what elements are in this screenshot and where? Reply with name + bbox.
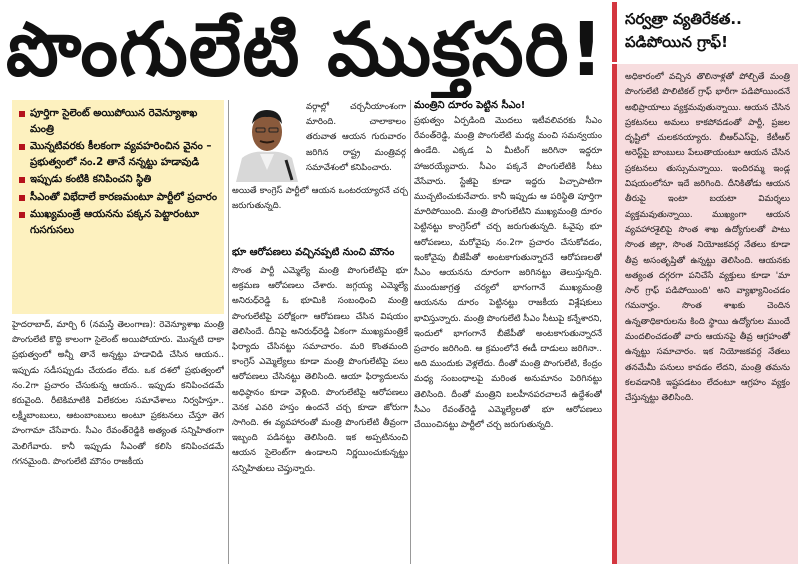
sidebar-title: సర్వత్రా వ్యతిరేకత.. పడిపోయిన గ్రాఫ్! [612, 2, 798, 62]
article-paragraph: వర్గాల్లో చర్చనీయాంశంగా మారింది. చాలాకాలం తరువాత ఆయన గురువారం జరిగిన రాష్ట్ర మంత్రివర్గ సమావేశంలో కనిపించారు. [306, 102, 406, 173]
highlights-box [12, 100, 224, 314]
subheading: భూ ఆరోపణలు వచ్చినప్పటి నుంచి మౌనం [232, 247, 395, 258]
article-paragraph: హైదరాబాద్, మార్చి 6 (నమస్తే తెలంగాణ): రెవెన్యూశాఖ మంత్రి పొంగులేటి కొద్ది కాలంగా సైలెంట్ అయిపోయారు. మొన్నటి దాకా ప్రభుత్వంలో అన్నీ తానే అన్నట్టు హడావిడి చేసిన ఆయన.. ఇప్పుడు సడీసప్పుడు చేయడం లేదు. ఒక దశలో ప్రభుత్వంలో నం.2గా ప్రచారం చేసుకున్న ఆయన.. ఇప్పుడు కనిపించడమే కరువైంది. రీటెకిమాటికి విలేకరుల సమావేశాలు నిర్వహిస్తూ.. లక్ష్మీబాంబులు, ఆటంబాంబులు అంటూ ప్రకటనలు చేస్తూ తెగ హంగామా చేసేవారు. సీఎం రేవంత్‌రెడ్డికి అత్యంత సన్నిహితంగా మెలిగేవారు. కానీ ఇప్పుడు సీఎంతో కలిసి కనిపించడమే గగనమైంది. పొంగులేటి మౌనం రాజకీయ [12, 320, 224, 467]
subheading: మంత్రిని దూరం పెట్టిన సీఎం! [414, 100, 526, 111]
article-column-2-bottom [232, 264, 408, 564]
article-column-2-mid [232, 184, 408, 224]
highlight-item: ముఖ్యమంత్రే ఆయనను పక్కన పెట్టారంటూ గుసగుసలు [18, 207, 218, 238]
highlight-item: సీఎంతో విభేదాలే కారణమంటూ పార్టీలో ప్రచారం [18, 190, 218, 206]
article-column-3 [414, 114, 602, 564]
highlight-item: పూర్తిగా సైలెంట్ అయిపోయిన రెవెన్యూశాఖ మంత్రి [18, 106, 218, 137]
highlight-item: మొన్నటివరకు కీలకంగా వ్యవహరించిన వైనం – ప్రభుత్వంలో నం.2 తానే నన్నట్టు హడావుడి [18, 139, 218, 170]
column-divider [410, 100, 411, 564]
article-column-1 [12, 318, 224, 564]
article-paragraph: సొంత పార్టీ ఎమ్మెల్యే మంత్రి పొంగులేటిపై భూ అక్రమణ ఆరోపణలు చేశారు. జగ్గయ్య ఎమ్మెల్యే అనిరుధ్‌రెడ్డి ఓ భూమికి సంబంధించి మంత్రి పొంగులేటిపై పరోక్షంగా ఆరోపణలు చేసిన విషయం తెలిసిందే. దీనిపై అనిరుధ్‌రెడ్డి ఏకంగా ముఖ్యమంత్రికే ఫిర్యాదు చేసినట్టు సమాచారం. మరి కొంతమంది కాంగ్రెస్ ఎమ్మెల్యేలు కూడా మంత్రి పొంగులేటిపై పలు ఆరోపణలు చేసినట్టు తెలిసింది. ఆయా ఫిర్యాదులను అధిష్ఠానం కూడా వెళ్లింది. పొంగులేటిపై ఆరోపణలు వెనక ఎవరి హస్తం ఉందనే చర్చ కూడా జోరుగా సాగింది. ఈ వ్యవహారంతో మంత్రి పొంగులేటి తీవ్రంగా ఇబ్బంది పడినట్టు తెలిసింది. ఇక అప్పటినుంచి ఆయన సైలెంట్‌గా ఉండాలని నిర్ణయించుకున్నట్టు సన్నిహితులు చెప్తున్నారు. [232, 266, 408, 474]
highlights-list [18, 106, 218, 238]
article-paragraph: ప్రభుత్వం ఏర్పడింది మొదలు ఇటీవలివరకు సీఎం రేవంత్‌రెడ్డి, మంత్రి పొంగులేటి మధ్య మంచి సమన్వయం ఉండేది. ఎక్కడ ఏ మీటింగ్ జరిగినా ఇద్దరూ హాజరయ్యేవారు. సీఎం పక్కనే పొంగులేటికి సీటు వేసేవారు. స్టేజీపై కూడా ఇద్దరు పిచ్చాపాటిగా ముచ్చటించుకునేవారు. కానీ ఇప్పుడు ఆ పరిస్థితి పూర్తిగా మారిపోయింది. మంత్రి పొంగులేటిని ముఖ్యమంత్రి దూరం పెట్టినట్టు కాంగ్రెస్‌లో చర్చ జరుగుతున్నది. ఓవైపు భూ ఆరోపణలు, మరోవైపు నం.2గా ప్రచారం చేసుకోవడం, ఇంకోవైపు బీజేపీతో అంటకాగుతున్నారనే ఆరోపణలతో సీఎం ఆయనను దూరంగా జరిగినట్టు తెలుస్తున్నది. ముందుజాగ్రత్త చర్యలో భాగంగానే ముఖ్యమంత్రి ఆయనను దూరం పెట్టినట్టు రాజకీయ విశ్లేషకులు భావిస్తున్నారు. మంత్రి పొంగులేటి సీఎం సీటుపై కన్నేశారని, ఇందులో భాగంగానే బీజేపీతో అంటకాగుతున్నారనే ప్రచారం జరిగింది. ఆ క్రమంలోనే ఈడీ దాడులు జరిగినా.. అది ముందుకు వెళ్లలేదు. దీంతో మంత్రి పొంగులేటి, కేంద్రం మధ్య సంబంధాలపై మరింత అనుమానం పెరిగినట్టు తెలిసింది. దీంతో మంత్రిని బలహీనపరచాలనే ఉద్దేశంతో సీఎం రేవంత్‌రెడ్డి ఎమ్మెల్యేలతో భూ ఆరోపణలు చేయించినట్టు పార్టీలో చర్చ జరుగుతున్నది. [414, 116, 602, 431]
highlight-item: ఇప్పుడు కంటికి కనిపించని స్థితి [18, 172, 218, 188]
portrait-image [232, 100, 302, 182]
sidebar-text: అధికారంలో వచ్చిన తొలినాళ్లతో పోల్చితే మంత్రి పొంగులేటి పొలిటికల్ గ్రాఫ్ భారీగా పడిపోయిందనే అభిప్రాయాలు వ్యక్తమవుతున్నాయి. ఆయన చేసిన ప్రకటనలు అమలు కాకపోవడంతో పార్టీ, ప్రజల దృష్టిలో చులకనయ్యారు. బీఆర్‌ఎస్‌పై, కేటీఆర్ అరెస్ట్‌పై బాంబులు పేలుతాయంటూ ఆయన చేసిన ప్రకటనలు తుస్సుమన్నాయి. ఇందిరమ్మ ఇండ్ల విషయంలోనూ ఇదే జరిగింది. దీనికితోడు ఆయన తీరుపై ఇంటా బయటా విమర్శలు వ్యక్తమవుతున్నాయి. ముఖ్యంగా ఆయన వ్యవహారశైలిపై సొంత శాఖ ఉద్యోగులతో పాటు సొంత జిల్లా, సొంత నియోజకవర్గ నేతలు కూడా తీవ్ర అసంతృప్తితో ఉన్నట్టు తెలిసింది. ఆయనకు అత్యంత దగ్గరగా పనిచేసే వ్యక్తులు కూడా 'మా సార్ గ్రాఫ్ పడిపోయింది' అని వ్యాఖ్యానించడం గమనార్హం. సొంత శాఖకు చెందిన ఉన్నతాధికారులను కింది స్థాయి ఉద్యోగుల ముందే మందలించడంతో వారు ఆయనపై తీవ్ర ఆగ్రహంతో ఉన్నట్టు సమాచారం. ఇక నియోజకవర్గ నేతలు తనమేమీ పనులు కావడం లేదని, మంత్రి తమను కలవడానికి ఇష్టపడటం లేదంటూ ఆగ్రహం వ్యక్తం చేస్తున్నట్టు తెలిసింది. [612, 64, 798, 564]
headline: పొంగులేటి ముక్తసరి! [6, 7, 605, 93]
article-paragraph: అయితే కాంగ్రెస్ పార్టీలో ఆయన ఒంటరయ్యారనే చర్చ జరుగుతున్నది. [232, 186, 408, 212]
minister-photo [232, 100, 302, 182]
column-divider [228, 100, 229, 564]
